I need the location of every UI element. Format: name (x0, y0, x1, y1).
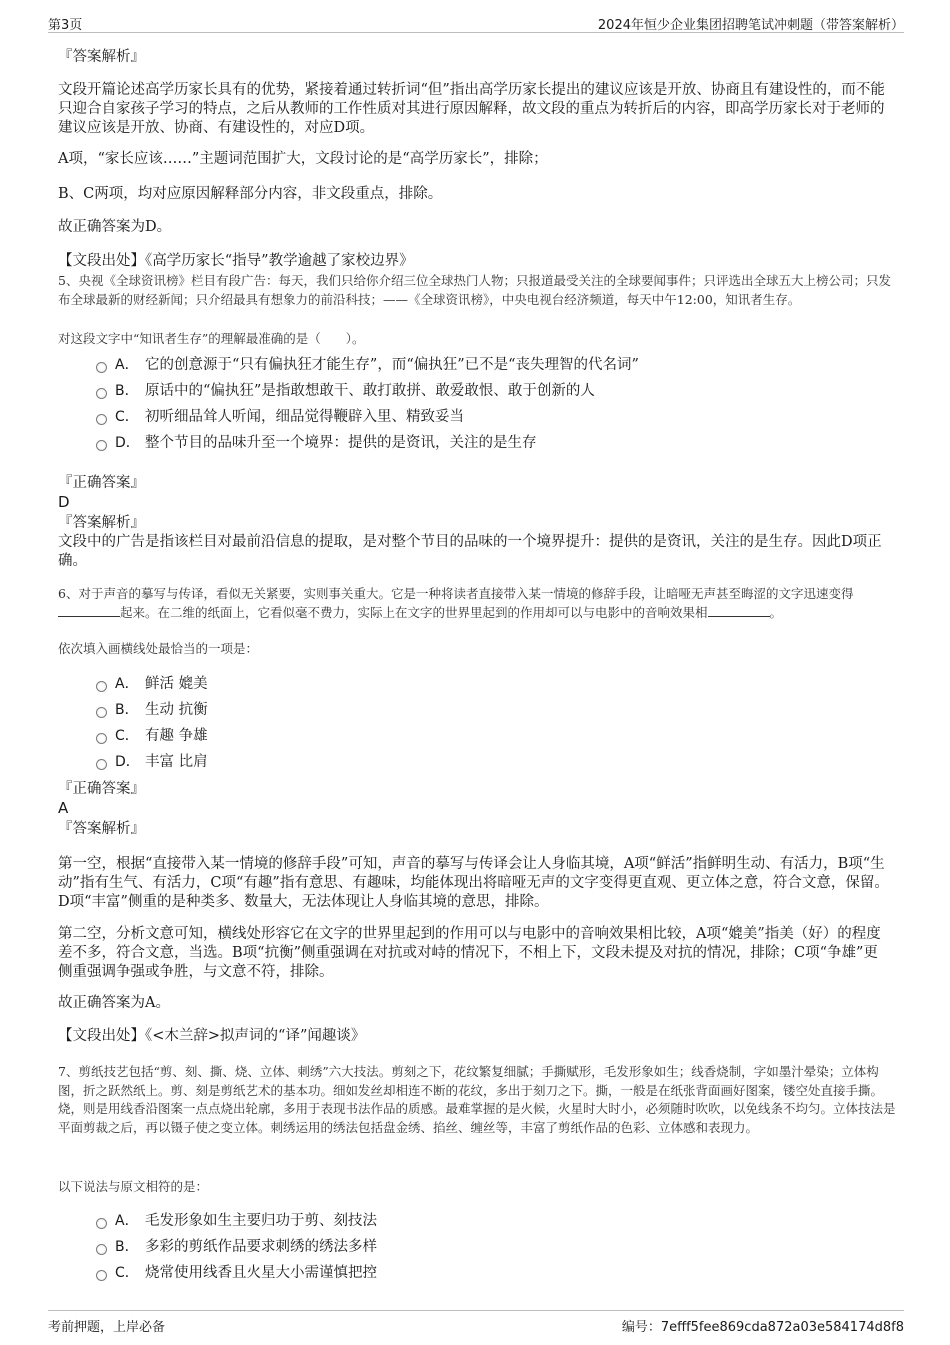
radio-button[interactable] (96, 759, 107, 770)
question-prompt: 对这段文字中“知讯者生存”的理解最准确的是（ ）。 (58, 331, 365, 346)
option-letter: C． (115, 409, 139, 425)
option-d[interactable] (96, 751, 208, 773)
document-title: 2024年恒少企业集团招聘笔试冲刺题（带答案解析） (597, 18, 904, 33)
option-letter: A． (115, 357, 139, 373)
radio-button[interactable] (96, 362, 107, 373)
option-letter: C． (115, 728, 139, 744)
option-text: 鲜活 媲美 (145, 676, 208, 692)
option-letter: B． (115, 702, 139, 718)
option-text: 毛发形象如生主要归功于剪、刻技法 (145, 1213, 377, 1229)
stem-part: 。 (769, 604, 783, 620)
radio-button[interactable] (96, 1270, 107, 1281)
option-letter: C． (115, 1265, 139, 1281)
option-c[interactable] (96, 725, 208, 747)
analysis-conclusion: 故正确答案为A。 (58, 995, 170, 1011)
option-text: 初听细品耸人听闻，细品觉得鞭辟入里、精致妥当 (145, 409, 464, 425)
analysis-paragraph: A项，“家长应该……”主题词范围扩大，文段讨论的是“高学历家长”，排除； (58, 151, 548, 167)
radio-button[interactable] (96, 440, 107, 451)
question-stem (58, 585, 898, 622)
fill-blank (58, 604, 120, 617)
option-text: 多彩的剪纸作品要求刺绣的绣法多样 (145, 1239, 377, 1255)
analysis-paragraph: 文段开篇论述高学历家长具有的优势，紧接着通过转折词“但”指出高学历家长提出的建议应该是开放、协商且有建设性的，而不能只迎合自家孩子学习的特点，之后从教师的工作性质对其进行原因解释，故文段的重点为转折后的内容，即高学历家长对于老师的建议应该是开放、协商、有建设性的，对应D项。 (58, 82, 885, 136)
page-footer (48, 1310, 904, 1335)
option-b[interactable] (96, 380, 595, 402)
correct-answer: D (58, 493, 70, 511)
question-prompt: 依次填入画横线处最恰当的一项是： (58, 641, 259, 656)
option-a[interactable] (96, 1210, 377, 1232)
option-c[interactable] (96, 1262, 377, 1284)
fill-blank (708, 604, 770, 617)
option-a[interactable] (96, 354, 639, 376)
radio-button[interactable] (96, 681, 107, 692)
radio-button[interactable] (96, 388, 107, 399)
option-text: 整个节目的品味升至一个境界：提供的是资讯，关注的是生存 (145, 435, 537, 451)
analysis-label: 『答案解析』 (58, 515, 145, 531)
option-letter: B． (115, 1239, 139, 1255)
radio-button[interactable] (96, 1244, 107, 1255)
radio-button[interactable] (96, 414, 107, 425)
page-header (48, 12, 904, 33)
source-citation: 【文段出处】《高学历家长“指导”教学逾越了家校边界》 (58, 253, 414, 269)
stem-part: 起来。在二维的纸面上，它看似毫不费力，实际上在文字的世界里起到的作用却可以与电影中的音响效果相 (120, 604, 708, 620)
correct-answer-label: 『正确答案』 (58, 475, 145, 491)
source-citation: 【文段出处】《<木兰辞>拟声词的“译”闻趣谈》 (58, 1028, 366, 1044)
option-text: 丰富 比肩 (145, 754, 208, 770)
option-b[interactable] (96, 1236, 377, 1258)
radio-button[interactable] (96, 1218, 107, 1229)
option-text: 原话中的“偏执狂”是指敢想敢干、敢打敢拼、敢爱敢恨、敢于创新的人 (145, 383, 595, 399)
analysis-paragraph: 第二空，分析文意可知，横线处形容它在文字的世界里起到的作用可以与电影中的音响效果相比较，A项“媲美”指美（好）的程度差不多，符合文意，当选。B项“抗衡”侧重强调在对抗或对峙的情况下，不相上下，文段未提及对抗的情况，排除；C项“争雄”更侧重强调争强或争胜，与文意不符，排除。 (58, 926, 881, 980)
option-letter: A． (115, 676, 139, 692)
question-stem: 5、央视《全球资讯榜》栏目有段广告：每天，我们只给你介绍三位全球热门人物；只报道最受关注的全球要闻事件；只评选出全球五大上榜公司；只发布全球最新的财经新闻；只介绍最具有想象力的前沿科技；——《全球资讯榜》，中央电视台经济频道，每天中午12:00，知讯者生存。 (58, 273, 891, 307)
stem-part: 6、对于声音的摹写与传译，看似无关紧要，实则事关重大。它是一种将读者直接带入某一情境的修辞手段，让暗哑无声甚至晦涩的文字迅速变得 (58, 586, 854, 601)
analysis-label: 『答案解析』 (58, 49, 145, 65)
option-text: 有趣 争雄 (145, 728, 208, 744)
option-d[interactable] (96, 432, 537, 454)
option-a[interactable] (96, 673, 208, 695)
document-serial: 编号：7efff5fee869cda872a03e584174d8f8 (621, 1320, 904, 1335)
analysis-paragraph: 第一空，根据“直接带入某一情境的修辞手段”可知，声音的摹写与传译会让人身临其境，A项“鲜活”指鲜明生动、有活力，B项“生动”指有生气、有活力，C项“有趣”指有意思、有趣味，均能体现出将暗哑无声的文字变得更直观、更立体之意，符合文意，保留。D项“丰富”侧重的是种类多、数量大，无法体现让人身临其境的意思，排除。 (58, 856, 889, 910)
radio-button[interactable] (96, 707, 107, 718)
analysis-label: 『答案解析』 (58, 821, 145, 837)
option-text: 烧常使用线香且火星大小需谨慎把控 (145, 1265, 377, 1281)
option-c[interactable] (96, 406, 464, 428)
option-letter: D． (115, 435, 140, 451)
analysis-paragraph: 文段中的广告是指该栏目对最前沿信息的提取，是对整个节目的品味的一个境界提升：提供的是资讯，关注的是生存。因此D项正确。 (58, 534, 882, 569)
correct-answer-label: 『正确答案』 (58, 781, 145, 797)
radio-button[interactable] (96, 733, 107, 744)
option-letter: B． (115, 383, 139, 399)
question-prompt: 以下说法与原文相符的是： (58, 1179, 209, 1194)
option-letter: A． (115, 1213, 139, 1229)
analysis-paragraph: B、C两项，均对应原因解释部分内容，非文段重点，排除。 (58, 186, 443, 202)
analysis-conclusion: 故正确答案为D。 (58, 219, 172, 235)
option-letter: D． (115, 754, 140, 770)
page-number: 第3页 (48, 18, 83, 33)
option-text: 它的创意源于“只有偏执狂才能生存”，而“偏执狂”已不是“丧失理智的代名词” (145, 357, 639, 373)
footer-slogan: 考前押题，上岸必备 (48, 1320, 166, 1335)
option-text: 生动 抗衡 (145, 702, 208, 718)
option-b[interactable] (96, 699, 208, 721)
correct-answer: A (58, 799, 69, 817)
question-stem: 7、剪纸技艺包括“剪、刻、撕、烧、立体、刺绣”六大技法。剪刻之下，花纹繁复细腻；手撕赋形，毛发形象如生；线香烧制，字如墨汁晕染；立体构图，折之跃然纸上。剪、刻是剪纸艺术的基本功。细如发丝却相连不断的花纹，多出于刻刀之下。撕，一般是在纸张背面画好图案，镂空处直接手撕。烧，则是用线香沿图案一点点烧出轮廓，多用于表现书法作品的质感。最难掌握的是火候，火星时大时小，必须随时吹吹，以免线条不均匀。立体技法是平面剪裁之后，再以镊子使之变立体。刺绣运用的绣法包括盘金绣、掐丝、缠丝等，丰富了剪纸作品的色彩、立体感和表现力。 (58, 1064, 896, 1135)
